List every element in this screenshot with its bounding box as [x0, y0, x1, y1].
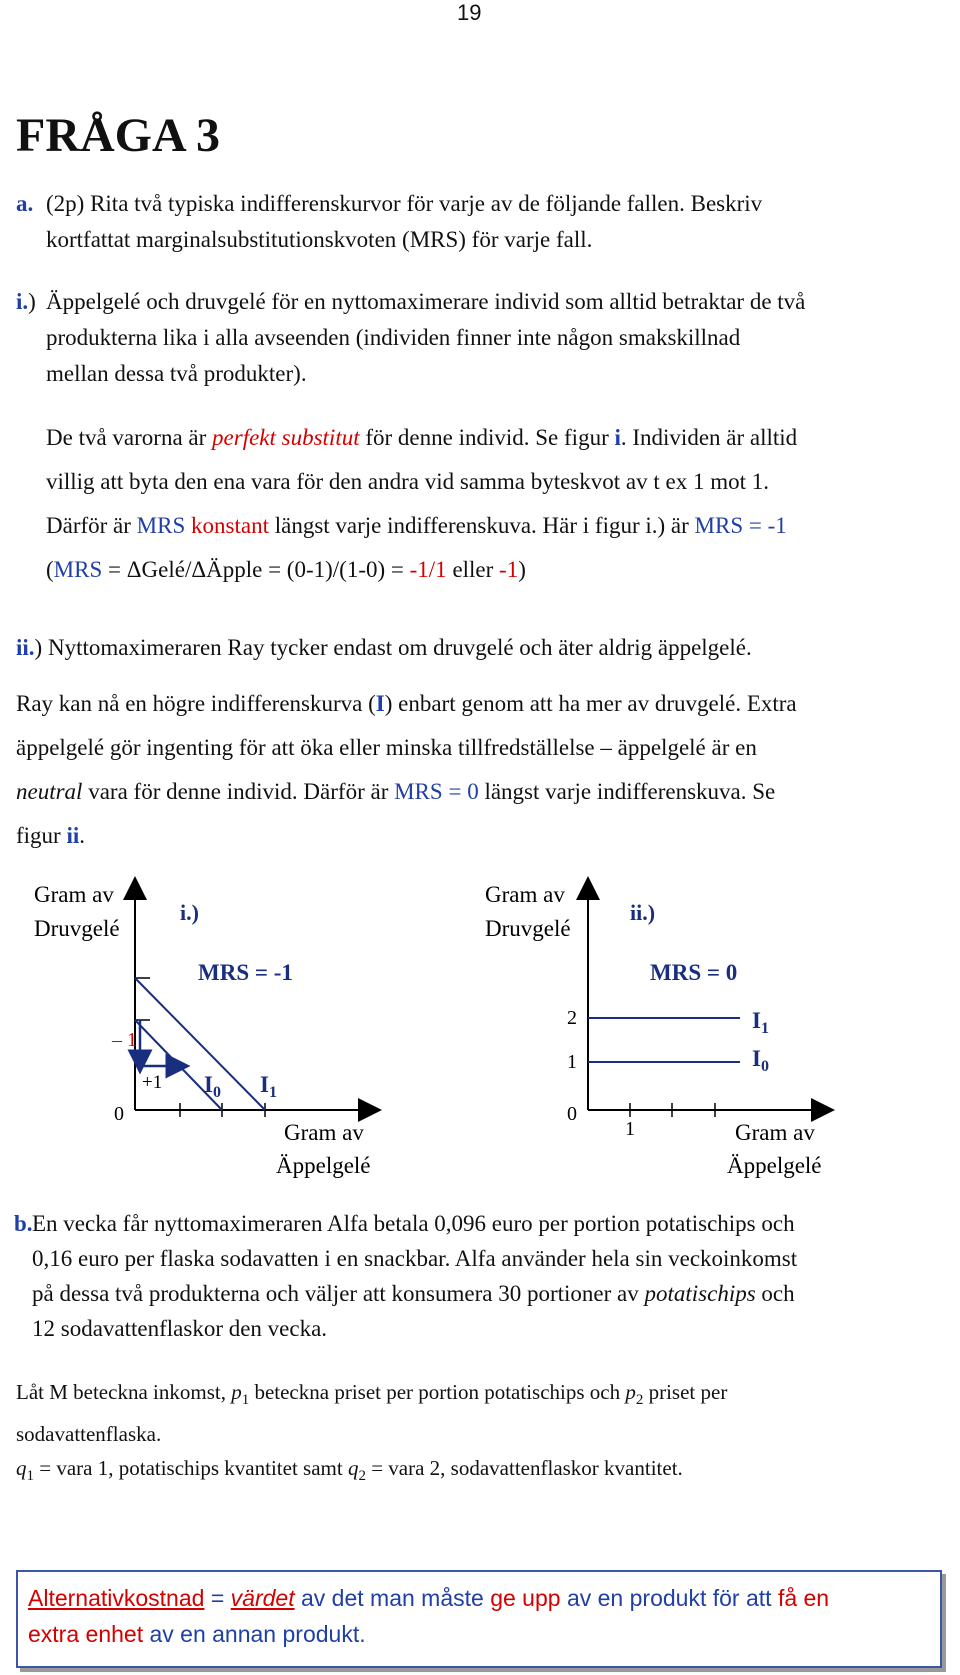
fig-i-ylabel-1: Gram av	[34, 882, 114, 907]
case-ii: ii.) Nyttomaximeraren Ray tycker endast om druvgelé och äter aldrig äppelgelé. Ray kan nå en högre indifferenskurva (I) enbart genom att ha mer av druvgelé. Extra äppelgelé gör ingenting för att öka eller minska tillfredställelse – äppelgelé är en neutral vara för denne individ. Därför är MRS = 0 längst varje indifferenskuva. Se figur ii.	[16, 635, 797, 848]
fig-ii-tick-2: 2	[567, 1007, 577, 1029]
notation: Låt M beteckna inkomst, $p_1$ beteckna priset per portion potatischips och $p_2$ priset per sodavattenflaska. $q_1$ = vara 1, potatischips kvantitet samt $q_2$ = vara 2, sodavattenflaskor kvantitet.	[16, 1380, 728, 1485]
fig-ii-ylabel-1: Gram av	[485, 882, 565, 907]
page-title: FRÅGA 3	[16, 109, 220, 162]
part-a-line1: (2p) Rita två typiska indifferenskurvor för varje av de följande fallen. Beskriv	[46, 191, 763, 216]
fig-ii-xlabel-1: Gram av	[735, 1120, 815, 1145]
fig-ii-i1-label: $I_1$	[752, 1008, 769, 1037]
case-ii-label: ii.	[16, 635, 35, 660]
fig-ii-mrs: MRS = 0	[650, 960, 738, 985]
figure-ii	[485, 882, 823, 1178]
perfect-substitute-term: perfekt substitut	[212, 425, 360, 450]
fig-i-mrs: MRS = -1	[198, 960, 293, 985]
part-b: b. En vecka får nyttomaximeraren Alfa betala 0,096 euro per portion potatischips och 0,16 euro per flaska sodavatten i en snackbar. Alfa använder hela sin veckoinkomst på dessa två produkterna och väljer att konsumera 30 portioner av potatischips och 12 sodavattenflaskor den vecka.	[16, 1206, 896, 1346]
case-i-explanation: De två varorna är perfekt substitut för denne individ. Se figur i. Individen är alltid villig att byta den ena vara för den andra vid samma byteskvot av t ex 1 mot 1. Därför är MRS konstant längst varje indifferenskuva. Här i figur i.) är MRS = -1 (MRS = ΔGelé/ΔÄpple = (0-1)/(1-0) = -1/1 eller -1)	[46, 425, 798, 582]
case-i-line3: mellan dessa två produkter).	[46, 361, 307, 386]
page-number: 19	[457, 0, 482, 25]
fig-i-i1-label: $I_1$	[260, 1072, 277, 1101]
fig-ii-label: ii.)	[630, 900, 656, 925]
case-i-intro: i.) Äppelgelé och druvgelé för en nyttomaximerare individ som alltid betraktar de två produkterna lika i alla avseenden (individen finner inte någon smakskillnad mellan dessa två produkter).	[16, 289, 806, 386]
figure-i	[34, 882, 371, 1178]
fig-ii-i0-label: $I_0$	[752, 1046, 769, 1075]
part-b-label: b.	[14, 1211, 33, 1236]
fig-i-xlabel-2: Äppelgelé	[276, 1153, 371, 1178]
fig-ii-tick-1: 1	[567, 1051, 577, 1073]
fig-ii-xtick-1: 1	[625, 1118, 635, 1140]
case-i-line2: produkterna lika i alla avseenden (individen finner inte någon smakskillnad	[46, 325, 741, 350]
fig-i-origin: 0	[114, 1103, 124, 1125]
fig-i-label: i.)	[180, 900, 199, 925]
case-i-line1: Äppelgelé och druvgelé för en nyttomaximerare individ som alltid betraktar de två	[46, 289, 806, 314]
definition-box: Alternativkostnad = värdet av det man måste ge upp av en produkt för att få en extra enhet av en annan produkt.	[16, 1570, 942, 1668]
part-a	[16, 186, 896, 258]
fig-ii-ylabel-2: Druvgelé	[485, 916, 571, 941]
fig-i-ylabel-2: Druvgelé	[34, 916, 120, 941]
case-i-label: i.	[16, 289, 29, 314]
fig-ii-xlabel-2: Äppelgelé	[727, 1153, 822, 1178]
fig-i-i0-label: $I_0$	[204, 1072, 221, 1101]
fig-ii-origin: 0	[567, 1103, 577, 1125]
part-a-label: a.	[16, 191, 34, 216]
fig-i-xlabel-1: Gram av	[284, 1120, 364, 1145]
fig-i-minus-one: – 1	[112, 1029, 137, 1051]
part-a-line2: kortfattat marginalsubstitutionskvoten (MRS) för varje fall.	[46, 227, 593, 252]
figures	[0, 870, 960, 1190]
fig-i-plus-one: +1	[142, 1072, 163, 1093]
